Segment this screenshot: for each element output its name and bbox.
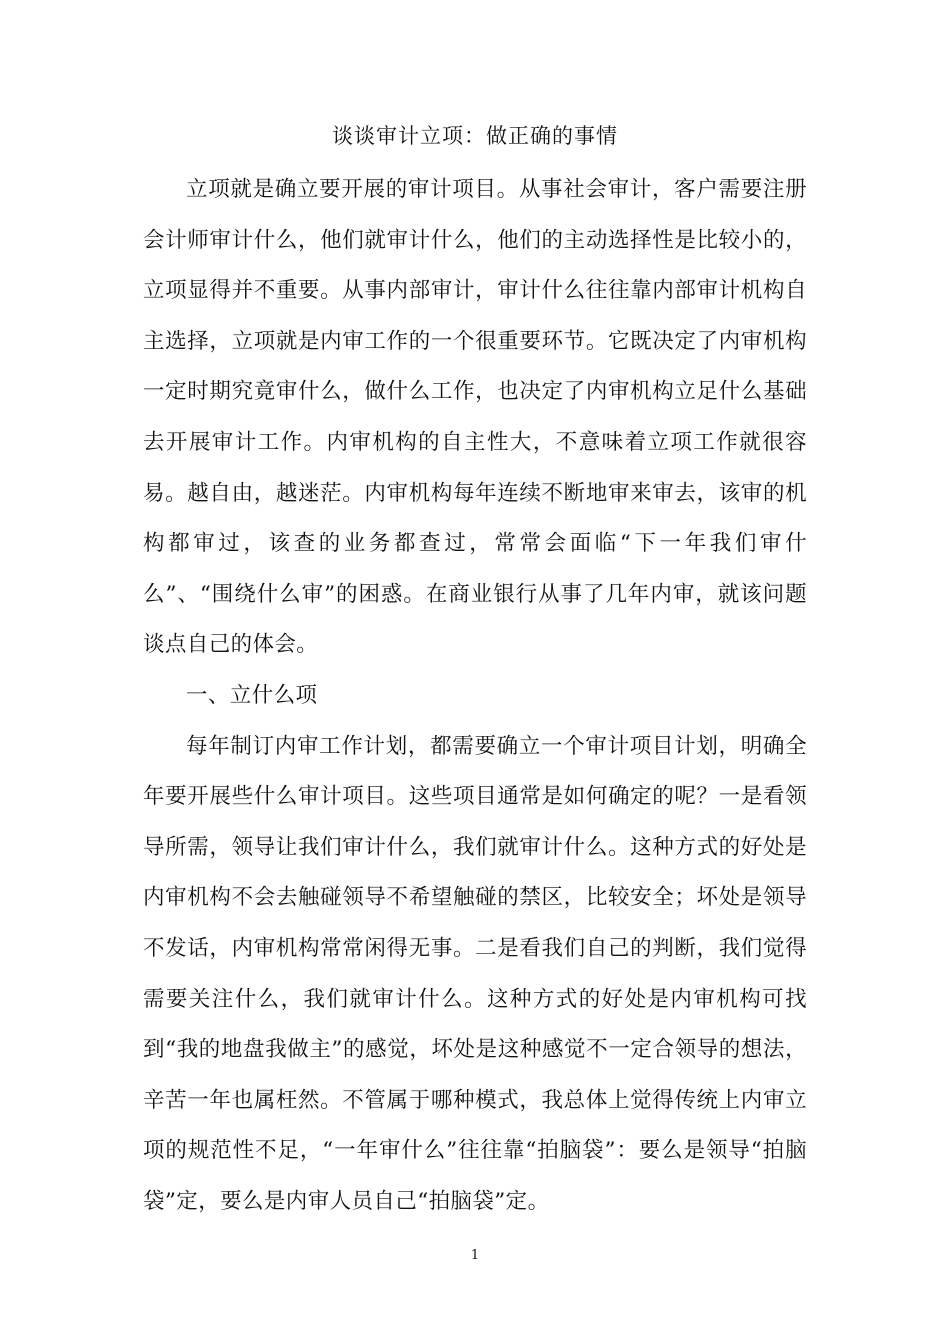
paragraph-section-one: 每年制订内审工作计划，都需要确立一个审计项目计划，明确全年要开展些什么审计项目。这些项目通常是如何确定的呢？一是看领导所需，领导让我们审计什么，我们就审计什么。这种方式的好处是内审机构不会去触碰领导不希望触碰的禁区，比较安全；坏处是领导不发话，内审机构常常闲得无事。二是看我们自己的判断，我们觉得需要关注什么，我们就审计什么。这种方式的好处是内审机构可找到“我的地盘我做主”的感觉，坏处是这种感觉不一定合领导的想法，辛苦一年也属枉然。不管属于哪种模式，我总体上觉得传统上内审立项的规范性不足，“一年审什么”往往靠“拍脑袋”：要么是领导“拍脑袋”定，要么是内审人员自己“拍脑袋”定。 [143,733,807,1214]
document-body [143,165,807,1227]
document-title: 谈谈审计立项：做正确的事情 [332,124,618,148]
section-heading: 一、立什么项 [186,682,318,708]
paragraph-intro: 立项就是确立要开展的审计项目。从事社会审计，客户需要注册会计师审计什么，他们就审计什么，他们的主动选择性是比较小的，立项显得并不重要。从事内部审计，审计什么往往靠内部审计机构自主选择，立项就是内审工作的一个很重要环节。它既决定了内审机构一定时期究竟审什么，做什么工作，也决定了内审机构立足什么基础去开展审计工作。内审机构的自主性大，不意味着立项工作就很容易。越自由，越迷茫。内审机构每年连续不断地审来审去，该审的机构都审过，该查的业务都查过，常常会面临“下一年我们审什么”、“围绕什么审”的困惑。在商业银行从事了几年内审，就该问题谈点自己的体会。 [143,177,807,658]
page-number: 1 [470,1248,480,1263]
